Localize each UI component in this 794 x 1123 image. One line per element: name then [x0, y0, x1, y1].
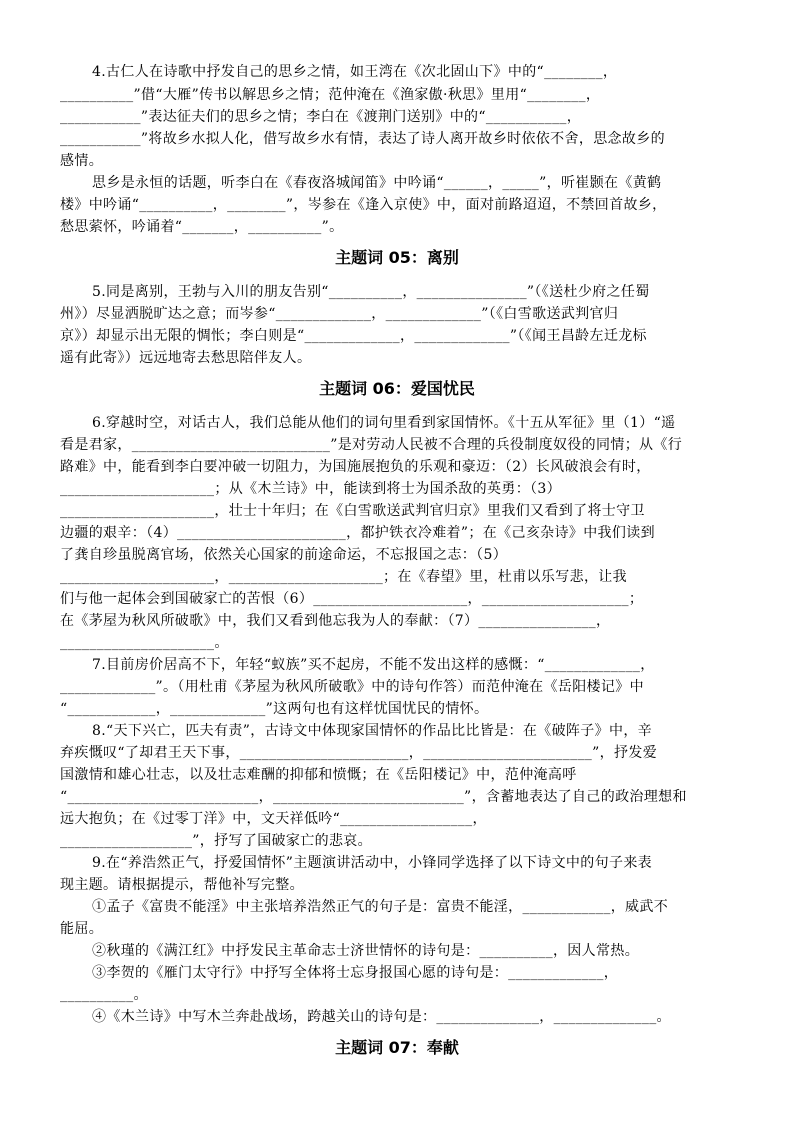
q9-item-2: ②秋瑾的《满江红》中抒发民主革命志士济世情怀的诗句是：__________，因人常热。	[92, 943, 640, 959]
q8-line-5: 远大抱负；在《过零丁洋》中，文天祥低吟“__________________，	[60, 811, 487, 827]
q5-line-1: 5.同是离别，王勃与入川的朋友告别“__________，_______________”（《送杜少府之任蜀	[92, 284, 650, 300]
q6-line-3: 路难》中，能看到李白要冲破一切阻力，为国施展抱负的乐观和豪迈：（2）长风破浪会有时，	[60, 459, 651, 475]
q7-line-1: 7.目前房价居高不下，年轻“蚁族”买不起房，不能不发出这样的感慨：“_____________，	[92, 657, 655, 673]
section-heading-06: 主题词 06：爱国忧民	[319, 379, 475, 398]
homesick-line-1: 思乡是永恒的话题，听李白在《春夜洛城闻笛》中吟诵“______，_____”，听崔颢在《黄鹤	[92, 175, 662, 191]
q9-item-4: ④《木兰诗》中写木兰奔赴战场，跨越关山的诗句是：______________，______________。	[92, 1009, 671, 1025]
q6-line-5: _____________________，壮士十年归；在《白雪歌送武判官归京》里我们又看到了将士守卫	[60, 503, 645, 519]
q8-line-3: 国激情和雄心壮志，以及壮志难酬的抑郁和愤慨；在《岳阳楼记》中，范仲淹高呼	[60, 767, 577, 783]
homesick-line-3: 愁思萦怀，吟诵着“_______，__________”。	[60, 219, 344, 235]
q4-line-5: 感情。	[60, 153, 104, 169]
q6-line-1: 6.穿越时空，对话古人，我们总能从他们的词句里看到家国情怀。《十五从军征》里（1）“遥	[92, 415, 676, 431]
q8-line-2: 弃疾慨叹“了却君王天下事，_______________________，_______________________”，抒发爱	[60, 745, 658, 761]
q8-line-4: “__________________________，__________________________”，含蓄地表达了自己的政治理想和	[60, 789, 687, 805]
q9-item-1-line-2: 能屈。	[60, 921, 104, 937]
q9-item-1-line-1: ①孟子《富贵不能淫》中主张培养浩然正气的句子是：富贵不能淫，____________，威武不	[92, 899, 669, 915]
section-heading-05: 主题词 05：离别	[335, 248, 459, 267]
q4-line-2: __________”借“大雁”传书以解思乡之情；范仲淹在《渔家傲·秋思》里用“________，	[60, 87, 601, 103]
q9-line-1: 9.在“养浩然正气，抒爱国情怀”主题演讲活动中，小锋同学选择了以下诗文中的句子来表	[92, 855, 653, 871]
section-heading-07: 主题词 07：奉献	[335, 1038, 459, 1057]
q4-line-3: ___________”表达征夫们的思乡之情；李白在《渡荆门送别》中的“___________，	[60, 109, 582, 125]
q6-line-7: 了龚自珍虽脱离官场，依然关心国家的前途命运，不忘报国之志：（5）	[60, 547, 508, 563]
q7-line-3: “____________，_____________”这两句也有这样忧国忧民的情怀。	[60, 701, 489, 717]
q6-line-2: 看是君家，___________________________”是对劳动人民被不合理的兵役制度奴役的同情；从《行	[60, 437, 683, 453]
q6-line-6: 边疆的艰辛：（4）_______________________，都护铁衣冷难着”；在《己亥杂诗》中我们读到	[60, 525, 655, 541]
q6-line-4: _____________________；从《木兰诗》中，能读到将士为国杀敌的英勇：（3）	[60, 481, 562, 497]
q5-line-3: 京》）却显示出无限的惆怅；李白则是“_____________，_____________”（《闻王昌龄左迁龙标	[60, 328, 647, 344]
q8-line-6: __________________”，抒写了国破家亡的悲哀。	[60, 833, 373, 849]
q8-line-1: 8.“天下兴亡，匹夫有责”，古诗文中体现家国情怀的作品比比皆是：在《破阵子》中，辛	[92, 723, 653, 739]
q9-line-2: 现主题。请根据提示，帮他补写完整。	[60, 877, 304, 893]
q6-line-11: _____________________。	[60, 635, 229, 651]
q6-line-9: 们与他一起体会到国破家亡的苦恨（6）_____________________，____________________；	[60, 591, 644, 607]
q4-line-1: 4.古仁人在诗歌中抒发自己的思乡之情，如王湾在《次北固山下》中的“________，	[92, 64, 618, 80]
q7-line-2: _____________”。（用杜甫《茅屋为秋风所破歌》中的诗句作答）而范仲淹在《岳阳楼记》中	[60, 679, 644, 695]
q6-line-10: 在《茅屋为秋风所破歌》中，我们又看到他忘我为人的奉献：（7）________________，	[60, 613, 611, 629]
q9-item-3-line-2: __________。	[60, 987, 148, 1003]
q6-line-8: _____________________，_____________________；在《春望》里，杜甫以乐写悲，让我	[60, 569, 627, 585]
q4-line-4: ___________”将故乡水拟人化，借写故乡水有情，表达了诗人离开故乡时依依不舍，思念故乡的	[60, 131, 665, 147]
homesick-line-2: 楼》中吟诵“__________，________”，岑参在《逢入京使》中，面对前路迢迢，不禁回首故乡，	[60, 197, 667, 213]
q5-line-2: 州》）尽显洒脱旷达之意；而岑参“_____________，_____________”（《白雪歌送武判官归	[60, 306, 619, 322]
q9-item-3-line-1: ③李贺的《雁门太守行》中抒写全体将士忘身报国心愿的诗句是：_____________，	[92, 965, 619, 981]
q5-line-4: 遥有此寄》）远远地寄去愁思陪伴友人。	[60, 350, 312, 366]
